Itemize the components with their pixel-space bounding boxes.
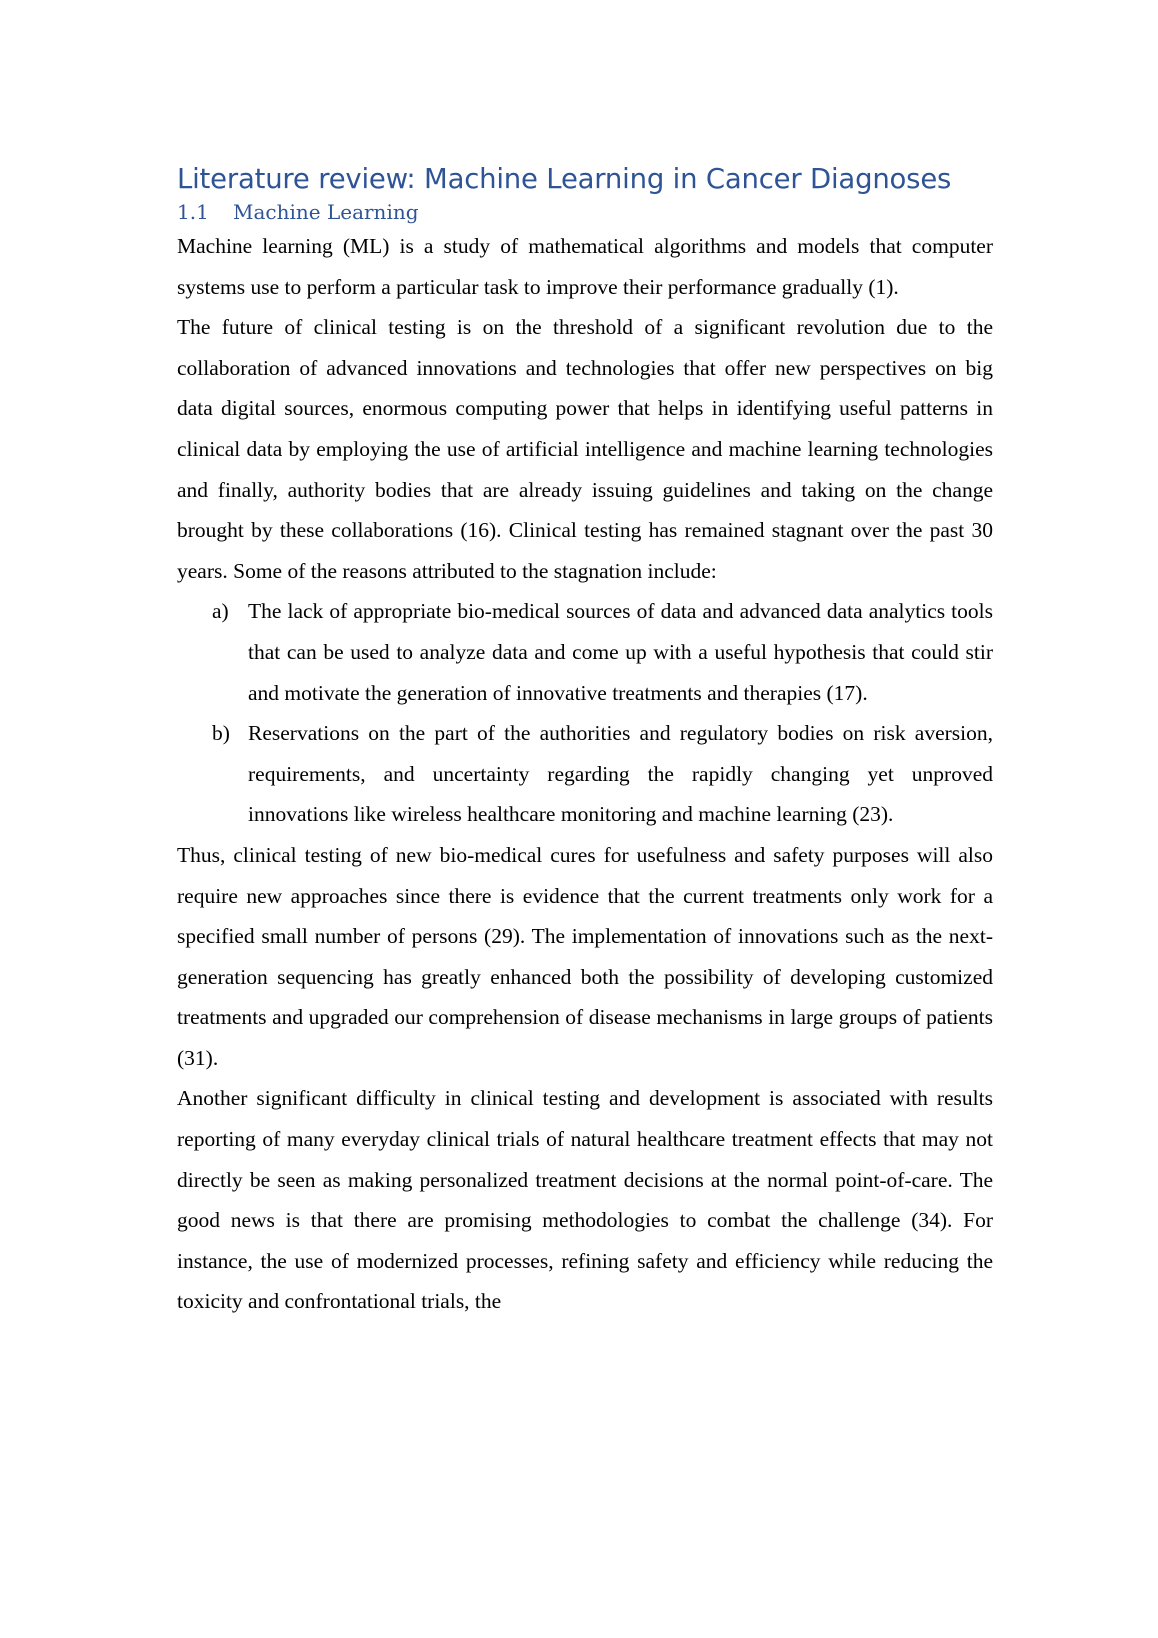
section-number: 1.1: [177, 200, 209, 224]
list-marker: b): [212, 721, 230, 746]
list-item: [177, 591, 993, 713]
list-item-text: The lack of appropriate bio-medical sources of data and advanced data analytics tools that can be used to analyze data and come up with a useful hypothesis that could stir and motivate the generation of innovative treatments and therapies (17).: [248, 599, 993, 705]
reasons-list: [177, 591, 993, 835]
list-item: [177, 713, 993, 835]
list-marker: a): [212, 599, 229, 624]
section-title: Machine Learning: [233, 200, 419, 224]
paragraph: Another significant difficulty in clinical testing and development is associated with results reporting of many everyday clinical trials of natural healthcare treatment effects that may not directly be seen as making personalized treatment decisions at the normal point-of-care. The good news is that there are promising methodologies to combat the challenge (34). For instance, the use of modernized processes, refining safety and efficiency while reducing the toxicity and confrontational trials, the: [177, 1086, 993, 1314]
paragraph: The future of clinical testing is on the threshold of a significant revolution due to the collaboration of advanced innovations and technologies that offer new perspectives on big data digital sources, enormous computing power that helps in identifying useful patterns in clinical data by employing the use of artificial intelligence and machine learning technologies and finally, authority bodies that are already issuing guidelines and taking on the change brought by these collaborations (16). Clinical testing has remained stagnant over the past 30 years. Some of the reasons attributed to the stagnation include:: [177, 315, 993, 583]
section-heading: [177, 198, 993, 226]
document-title: Literature review: Machine Learning in Cancer Diagnoses: [177, 163, 952, 195]
document-body: [177, 160, 993, 1322]
paragraph: Thus, clinical testing of new bio-medical cures for usefulness and safety purposes will also require new approaches since there is evidence that the current treatments only work for a specified small number of persons (29). The implementation of innovations such as the next-generation sequencing has greatly enhanced both the possibility of developing customized treatments and upgraded our comprehension of disease mechanisms in large groups of patients (31).: [177, 842, 993, 1070]
list-item-text: Reservations on the part of the authorities and regulatory bodies on risk aversion, requirements, and uncertainty regarding the rapidly changing yet unproved innovations like wireless healthcare monitoring and machine learning (23).: [248, 721, 993, 827]
paragraph: Machine learning (ML) is a study of mathematical algorithms and models that computer systems use to perform a particular task to improve their performance gradually (1).: [177, 234, 993, 299]
